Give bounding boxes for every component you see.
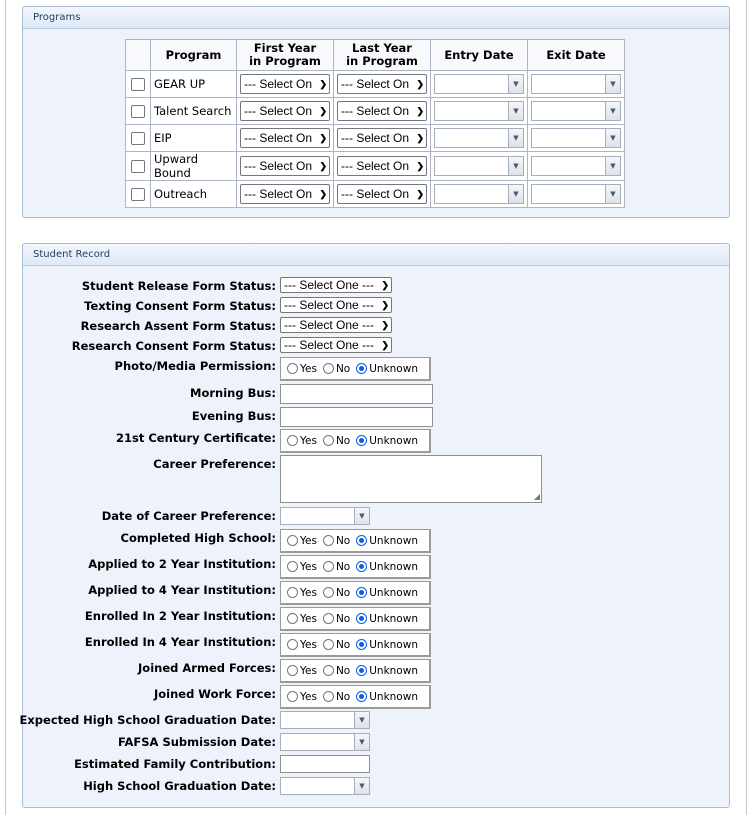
armed-forces-yes[interactable] bbox=[287, 665, 317, 677]
header-last-year-line1: Last Year bbox=[352, 41, 412, 55]
page-frame-right bbox=[746, 0, 747, 815]
radio-selected-icon[interactable] bbox=[356, 587, 367, 598]
research-assent-select[interactable] bbox=[280, 317, 392, 333]
calendar-dropdown-icon[interactable]: ▼ bbox=[605, 185, 620, 203]
radio-icon[interactable] bbox=[287, 613, 298, 624]
enrolled-4yr-no[interactable] bbox=[323, 639, 350, 651]
chevron-down-icon: ❯ bbox=[319, 132, 327, 143]
radio-selected-icon[interactable] bbox=[356, 691, 367, 702]
career-pref-date-field[interactable] bbox=[281, 508, 354, 524]
program-checkbox-gear-up[interactable] bbox=[131, 78, 145, 91]
enrolled-4yr-row bbox=[23, 633, 731, 653]
research-assent-row bbox=[23, 317, 731, 337]
radio-label: Yes bbox=[300, 534, 317, 547]
expected-grad-date-picker[interactable] bbox=[280, 711, 370, 729]
enrolled-2yr-row bbox=[23, 607, 731, 627]
programs-panel bbox=[22, 6, 730, 218]
program-row-outreach bbox=[126, 181, 625, 208]
applied-4yr-radio-group bbox=[280, 581, 431, 605]
entry-date-field[interactable] bbox=[435, 102, 508, 120]
photo-media-label: Photo/Media Permission: bbox=[114, 359, 276, 373]
career-pref-date-picker[interactable] bbox=[280, 507, 370, 525]
applied-4yr-row bbox=[23, 581, 731, 601]
program-checkbox-outreach[interactable] bbox=[131, 188, 145, 201]
exit-date-field[interactable] bbox=[532, 102, 605, 120]
chevron-down-icon: ❯ bbox=[381, 319, 389, 330]
armed-forces-row bbox=[23, 659, 731, 679]
exit-date-picker[interactable] bbox=[531, 101, 621, 121]
select-value: --- Select On bbox=[341, 77, 410, 91]
radio-label: No bbox=[335, 664, 351, 677]
radio-label: Unknown bbox=[369, 612, 418, 625]
radio-label: Yes bbox=[300, 664, 317, 677]
program-name: Upward Bound bbox=[151, 152, 237, 181]
work-force-unknown[interactable] bbox=[356, 691, 418, 703]
radio-label: No bbox=[335, 434, 351, 447]
career-pref-label: Career Preference: bbox=[153, 457, 276, 471]
century-cert-no[interactable] bbox=[323, 435, 350, 447]
evening-bus-row bbox=[23, 407, 731, 427]
career-pref-date-row bbox=[23, 507, 731, 527]
century-cert-row bbox=[23, 429, 731, 449]
first-year-select[interactable] bbox=[240, 184, 330, 204]
select-value: --- Select On bbox=[341, 131, 410, 145]
last-year-select[interactable] bbox=[337, 74, 427, 94]
fafsa-date-field[interactable] bbox=[281, 734, 354, 750]
calendar-dropdown-icon[interactable]: ▼ bbox=[605, 157, 620, 175]
career-pref-date-label: Date of Career Preference: bbox=[101, 509, 276, 523]
select-value: --- Select On bbox=[341, 187, 410, 201]
exit-date-picker[interactable] bbox=[531, 74, 621, 94]
evening-bus-label: Evening Bus: bbox=[191, 409, 276, 423]
radio-label: No bbox=[335, 638, 351, 651]
applied-2yr-radio-group bbox=[280, 555, 431, 579]
radio-icon[interactable] bbox=[323, 561, 334, 572]
hs-grad-date-label: High School Graduation Date: bbox=[83, 779, 276, 793]
programs-table bbox=[125, 39, 625, 208]
radio-label: Yes bbox=[300, 434, 317, 447]
exit-date-field[interactable] bbox=[532, 157, 605, 175]
select-value: --- Select On bbox=[244, 159, 313, 173]
chevron-down-icon: ❯ bbox=[416, 105, 424, 116]
morning-bus-row bbox=[23, 384, 731, 404]
armed-forces-no[interactable] bbox=[323, 665, 350, 677]
research-consent-label: Research Consent Form Status: bbox=[71, 339, 276, 353]
select-value: --- Select On bbox=[341, 104, 410, 118]
applied-2yr-label: Applied to 2 Year Institution: bbox=[88, 557, 276, 571]
applied-2yr-yes[interactable] bbox=[287, 561, 317, 573]
completed-hs-row bbox=[23, 529, 731, 549]
radio-icon[interactable] bbox=[287, 363, 298, 374]
calendar-dropdown-icon[interactable]: ▼ bbox=[354, 712, 369, 728]
fafsa-label: FAFSA Submission Date: bbox=[117, 735, 276, 749]
radio-label: No bbox=[335, 612, 351, 625]
radio-icon[interactable] bbox=[323, 639, 334, 650]
century-cert-yes[interactable] bbox=[287, 435, 317, 447]
applied-2yr-row bbox=[23, 555, 731, 575]
select-value: --- Select One --- bbox=[284, 338, 375, 352]
header-entry-date: Entry Date bbox=[431, 40, 528, 71]
radio-icon[interactable] bbox=[287, 561, 298, 572]
armed-forces-label: Joined Armed Forces: bbox=[138, 661, 276, 675]
header-first-year-line2: in Program bbox=[249, 54, 321, 68]
radio-label: Unknown bbox=[369, 586, 418, 599]
work-force-label: Joined Work Force: bbox=[153, 687, 276, 701]
applied-4yr-yes[interactable] bbox=[287, 587, 317, 599]
radio-icon[interactable] bbox=[323, 535, 334, 546]
texting-consent-label: Texting Consent Form Status: bbox=[84, 299, 276, 313]
release-form-row bbox=[23, 277, 731, 297]
work-force-no[interactable] bbox=[323, 691, 350, 703]
photo-media-unknown[interactable] bbox=[356, 363, 418, 375]
radio-label: Unknown bbox=[369, 560, 418, 573]
chevron-down-icon: ❯ bbox=[416, 188, 424, 199]
radio-icon[interactable] bbox=[323, 435, 334, 446]
enrolled-2yr-label: Enrolled In 2 Year Institution: bbox=[84, 609, 276, 623]
calendar-dropdown-icon[interactable]: ▼ bbox=[605, 129, 620, 147]
resize-grip-icon[interactable]: ◢ bbox=[533, 492, 540, 501]
select-value: --- Select One --- bbox=[284, 318, 375, 332]
expected-grad-date-field[interactable] bbox=[281, 712, 354, 728]
last-year-select[interactable] bbox=[337, 101, 427, 121]
enrolled-4yr-yes[interactable] bbox=[287, 639, 317, 651]
radio-icon[interactable] bbox=[323, 691, 334, 702]
photo-media-row bbox=[23, 357, 731, 377]
radio-label: No bbox=[335, 690, 351, 703]
student-record-panel-title: Student Record bbox=[23, 244, 729, 266]
applied-4yr-unknown[interactable] bbox=[356, 587, 418, 599]
program-name: Talent Search bbox=[151, 98, 237, 125]
entry-date-field[interactable] bbox=[435, 185, 508, 203]
radio-selected-icon[interactable] bbox=[356, 665, 367, 676]
radio-label: Yes bbox=[300, 586, 317, 599]
page-frame-left bbox=[5, 0, 6, 815]
select-value: --- Select On bbox=[341, 159, 410, 173]
programs-panel-title: Programs bbox=[23, 7, 729, 29]
enrolled-4yr-unknown[interactable] bbox=[356, 639, 418, 651]
select-value: --- Select On bbox=[244, 131, 313, 145]
completed-hs-no[interactable] bbox=[323, 535, 350, 547]
calendar-dropdown-icon[interactable]: ▼ bbox=[508, 129, 523, 147]
program-checkbox-upward-bound[interactable] bbox=[131, 160, 145, 173]
radio-selected-icon[interactable] bbox=[356, 613, 367, 624]
radio-label: Yes bbox=[300, 560, 317, 573]
radio-label: Yes bbox=[300, 638, 317, 651]
calendar-dropdown-icon[interactable]: ▼ bbox=[605, 75, 620, 93]
chevron-down-icon: ❯ bbox=[416, 132, 424, 143]
radio-selected-icon[interactable] bbox=[356, 363, 367, 374]
applied-4yr-label: Applied to 4 Year Institution: bbox=[88, 583, 276, 597]
chevron-down-icon: ❯ bbox=[319, 105, 327, 116]
radio-label: Unknown bbox=[369, 362, 418, 375]
radio-icon[interactable] bbox=[287, 639, 298, 650]
programs-header-row bbox=[126, 40, 625, 71]
header-first-year-line1: First Year bbox=[253, 41, 317, 55]
chevron-down-icon: ❯ bbox=[381, 299, 389, 310]
research-assent-label: Research Assent Form Status: bbox=[80, 319, 276, 333]
entry-date-picker[interactable] bbox=[434, 101, 524, 121]
calendar-dropdown-icon[interactable]: ▼ bbox=[508, 75, 523, 93]
hs-grad-date-picker[interactable] bbox=[280, 777, 370, 795]
radio-icon[interactable] bbox=[287, 435, 298, 446]
career-pref-row bbox=[23, 455, 731, 503]
entry-date-picker[interactable] bbox=[434, 156, 524, 176]
header-last-year bbox=[334, 40, 431, 71]
first-year-select[interactable] bbox=[240, 74, 330, 94]
student-record-panel bbox=[19, 243, 730, 808]
chevron-down-icon: ❯ bbox=[416, 160, 424, 171]
program-row-gear-up bbox=[126, 71, 625, 98]
header-first-year bbox=[237, 40, 334, 71]
program-row-eip bbox=[126, 125, 625, 152]
exit-date-picker[interactable] bbox=[531, 184, 621, 204]
calendar-dropdown-icon[interactable]: ▼ bbox=[354, 778, 369, 794]
fafsa-date-picker[interactable] bbox=[280, 733, 370, 751]
last-year-select[interactable] bbox=[337, 156, 427, 176]
first-year-select[interactable] bbox=[240, 156, 330, 176]
armed-forces-unknown[interactable] bbox=[356, 665, 418, 677]
select-value: --- Select On bbox=[244, 187, 313, 201]
enrolled-2yr-no[interactable] bbox=[323, 613, 350, 625]
header-last-year-line2: in Program bbox=[346, 54, 418, 68]
program-name: EIP bbox=[151, 125, 237, 152]
century-cert-unknown[interactable] bbox=[356, 435, 418, 447]
calendar-dropdown-icon[interactable]: ▼ bbox=[508, 102, 523, 120]
century-cert-radio-group bbox=[280, 429, 431, 453]
chevron-down-icon: ❯ bbox=[381, 339, 389, 350]
completed-hs-yes[interactable] bbox=[287, 535, 317, 547]
entry-date-field[interactable] bbox=[435, 129, 508, 147]
radio-label: Yes bbox=[300, 612, 317, 625]
header-exit-date: Exit Date bbox=[528, 40, 625, 71]
select-value: --- Select One --- bbox=[284, 278, 375, 292]
radio-icon[interactable] bbox=[287, 665, 298, 676]
calendar-dropdown-icon[interactable]: ▼ bbox=[354, 508, 369, 524]
radio-label: No bbox=[335, 362, 351, 375]
efc-label: Estimated Family Contribution: bbox=[74, 757, 276, 771]
first-year-select[interactable] bbox=[240, 128, 330, 148]
entry-date-picker[interactable] bbox=[434, 128, 524, 148]
radio-selected-icon[interactable] bbox=[356, 639, 367, 650]
release-form-select[interactable] bbox=[280, 277, 392, 293]
program-name: GEAR UP bbox=[151, 71, 237, 98]
radio-selected-icon[interactable] bbox=[356, 435, 367, 446]
century-cert-label: 21st Century Certificate: bbox=[116, 431, 276, 445]
calendar-dropdown-icon[interactable]: ▼ bbox=[508, 157, 523, 175]
radio-label: No bbox=[335, 586, 351, 599]
radio-label: Unknown bbox=[369, 534, 418, 547]
program-name: Outreach bbox=[151, 181, 237, 208]
exit-date-field[interactable] bbox=[532, 185, 605, 203]
radio-label: Unknown bbox=[369, 664, 418, 677]
radio-icon[interactable] bbox=[323, 665, 334, 676]
work-force-row bbox=[23, 685, 731, 705]
photo-media-yes[interactable] bbox=[287, 363, 317, 375]
enrolled-2yr-yes[interactable] bbox=[287, 613, 317, 625]
release-form-label: Student Release Form Status: bbox=[81, 279, 276, 293]
armed-forces-radio-group bbox=[280, 659, 431, 683]
fafsa-row bbox=[23, 733, 731, 753]
radio-label: Unknown bbox=[369, 638, 418, 651]
chevron-down-icon: ❯ bbox=[319, 160, 327, 171]
completed-hs-label: Completed High School: bbox=[120, 531, 276, 545]
expected-grad-row bbox=[19, 711, 731, 731]
research-consent-row bbox=[23, 337, 731, 357]
career-pref-textarea[interactable] bbox=[280, 455, 542, 503]
radio-icon[interactable] bbox=[323, 363, 334, 374]
program-row-upward-bound bbox=[126, 152, 625, 181]
calendar-dropdown-icon[interactable]: ▼ bbox=[605, 102, 620, 120]
exit-date-picker[interactable] bbox=[531, 156, 621, 176]
work-force-radio-group bbox=[280, 685, 431, 709]
enrolled-4yr-label: Enrolled In 4 Year Institution: bbox=[84, 635, 276, 649]
select-value: --- Select One --- bbox=[284, 298, 375, 312]
chevron-down-icon: ❯ bbox=[416, 78, 424, 89]
completed-hs-radio-group bbox=[280, 529, 431, 553]
calendar-dropdown-icon[interactable]: ▼ bbox=[508, 185, 523, 203]
efc-input[interactable] bbox=[280, 755, 370, 773]
radio-icon[interactable] bbox=[287, 535, 298, 546]
last-year-select[interactable] bbox=[337, 184, 427, 204]
photo-media-no[interactable] bbox=[323, 363, 350, 375]
radio-icon[interactable] bbox=[287, 691, 298, 702]
texting-consent-select[interactable] bbox=[280, 297, 392, 313]
radio-label: No bbox=[335, 560, 351, 573]
exit-date-field[interactable] bbox=[532, 129, 605, 147]
enrolled-2yr-unknown[interactable] bbox=[356, 613, 418, 625]
select-value: --- Select On bbox=[244, 104, 313, 118]
applied-2yr-unknown[interactable] bbox=[356, 561, 418, 573]
program-checkbox-eip[interactable] bbox=[131, 132, 145, 145]
exit-date-picker[interactable] bbox=[531, 128, 621, 148]
radio-label: Yes bbox=[300, 362, 317, 375]
entry-date-field[interactable] bbox=[435, 157, 508, 175]
calendar-dropdown-icon[interactable]: ▼ bbox=[354, 734, 369, 750]
first-year-select[interactable] bbox=[240, 101, 330, 121]
chevron-down-icon: ❯ bbox=[319, 188, 327, 199]
applied-2yr-no[interactable] bbox=[323, 561, 350, 573]
texting-consent-row bbox=[23, 297, 731, 317]
applied-4yr-no[interactable] bbox=[323, 587, 350, 599]
radio-selected-icon[interactable] bbox=[356, 561, 367, 572]
radio-icon[interactable] bbox=[323, 613, 334, 624]
morning-bus-input[interactable] bbox=[280, 384, 433, 404]
program-row-talent-search bbox=[126, 98, 625, 125]
radio-icon[interactable] bbox=[287, 587, 298, 598]
radio-label: No bbox=[335, 534, 351, 547]
morning-bus-label: Morning Bus: bbox=[190, 386, 276, 400]
completed-hs-unknown[interactable] bbox=[356, 535, 418, 547]
radio-label: Unknown bbox=[369, 434, 418, 447]
entry-date-picker[interactable] bbox=[434, 74, 524, 94]
header-select bbox=[126, 40, 151, 71]
enrolled-4yr-radio-group bbox=[280, 633, 431, 657]
last-year-select[interactable] bbox=[337, 128, 427, 148]
photo-media-radio-group bbox=[280, 357, 431, 381]
chevron-down-icon: ❯ bbox=[381, 279, 389, 290]
chevron-down-icon: ❯ bbox=[319, 78, 327, 89]
evening-bus-input[interactable] bbox=[280, 407, 433, 427]
radio-label: Unknown bbox=[369, 690, 418, 703]
efc-row bbox=[23, 755, 731, 775]
exit-date-field[interactable] bbox=[532, 75, 605, 93]
hs-grad-date-row bbox=[23, 777, 731, 797]
select-value: --- Select On bbox=[244, 77, 313, 91]
radio-selected-icon[interactable] bbox=[356, 535, 367, 546]
entry-date-picker[interactable] bbox=[434, 184, 524, 204]
entry-date-field[interactable] bbox=[435, 75, 508, 93]
hs-grad-date-field[interactable] bbox=[281, 778, 354, 794]
work-force-yes[interactable] bbox=[287, 691, 317, 703]
radio-icon[interactable] bbox=[323, 587, 334, 598]
radio-label: Yes bbox=[300, 690, 317, 703]
program-checkbox-talent-search[interactable] bbox=[131, 105, 145, 118]
enrolled-2yr-radio-group bbox=[280, 607, 431, 631]
research-consent-select[interactable] bbox=[280, 337, 392, 353]
header-program: Program bbox=[151, 40, 237, 71]
expected-grad-label: Expected High School Graduation Date: bbox=[19, 713, 276, 727]
